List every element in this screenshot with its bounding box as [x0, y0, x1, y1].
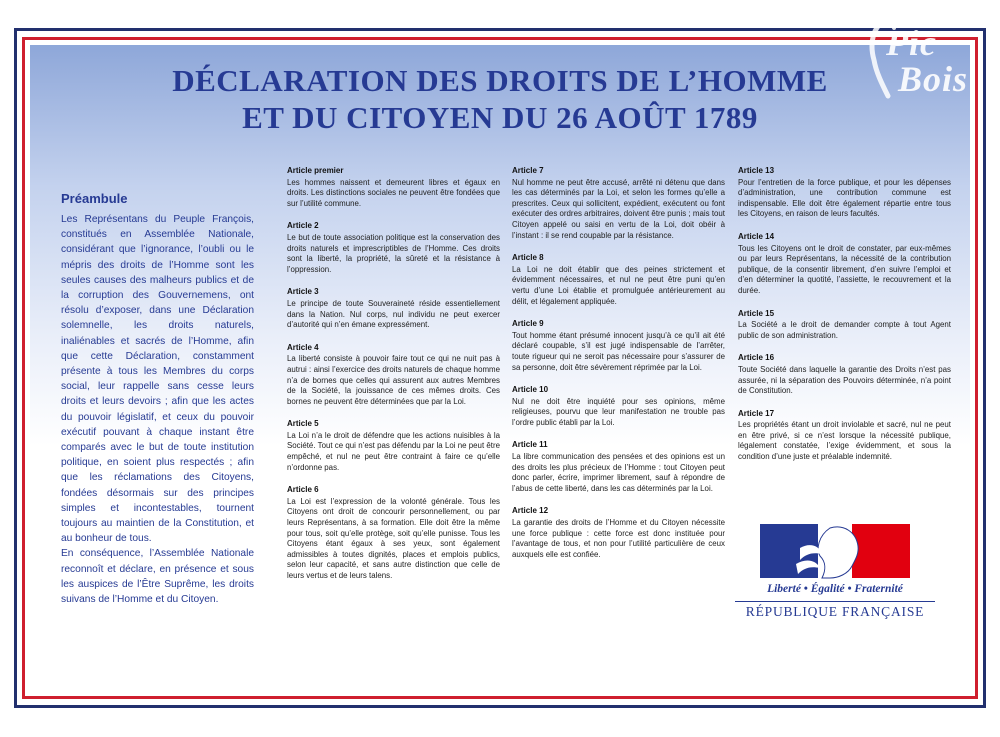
title-line-2: ET DU CITOYEN DU 26 AOÛT 1789 — [242, 100, 758, 135]
article-title: Article 4 — [287, 342, 319, 352]
articles-column-1 — [287, 166, 500, 594]
articles-column-3 — [738, 166, 951, 475]
article-text: La Loi n’a le droit de défendre que les actions nuisibles à la Société. Tout ce qui n’est pas défendu par la Loi ne peut être empêché, et nul ne peut être contraint à faire ce qu’elle n’ordonne pas. — [287, 430, 500, 472]
article-text: Pour l’entretien de la force publique, et pour les dépenses d’administration, une contribution commune est indispensable. Elle doit être également répartie entre tous les Citoyens, en raison de leurs facultés. — [738, 177, 951, 219]
article — [512, 166, 725, 241]
article-text: La liberté consiste à pouvoir faire tout ce qui ne nuit pas à autrui : ainsi l’exercice des droits naturels de chaque homme n’a de bornes que celles qui assurent aux autres Membres de la Société, la jouissance de ces mêmes droits. Ces bornes ne peuvent être déterminées que par la Loi. — [287, 354, 500, 406]
article — [287, 221, 500, 275]
article — [512, 506, 725, 560]
article-text: Toute Société dans laquelle la garantie des Droits n’est pas assurée, ni la séparation des Pouvoirs déterminée, n’a point de Constitution. — [738, 364, 951, 396]
article — [287, 485, 500, 581]
title-line-1: DÉCLARATION DES DROITS DE L’HOMME — [172, 63, 828, 98]
preamble — [61, 191, 254, 607]
article-text: La Loi est l’expression de la volonté générale. Tous les Citoyens ont droit de concourir personnellement, ou par leurs Représentans, à sa formation. Elle doit être la même pour tous, soit qu’elle protège, soit qu’elle punisse. Tous les Citoyens étant égaux à ses yeux, sont également admissibles à toutes dignités, places et emplois publics, selon leur capacité, et sans autre distinction que celle de leurs vertus et de leurs talens. — [287, 496, 500, 580]
article-text: Nul homme ne peut être accusé, arrêté ni détenu que dans les cas déterminés par la Loi, et selon les formes qu’elle a prescrites. Ceux qui sollicitent, expédient, exécutent ou font exécuter des ordres arbitraires, doivent être punis ; mais tout Citoyen appelé ou saisi en vertu de la Loi, doit obéir à l’instant : il se rend coupable par la résistance. — [512, 177, 725, 240]
article-title: Article 9 — [512, 319, 544, 329]
article-title: Article 5 — [287, 419, 319, 429]
article — [738, 232, 951, 297]
preamble-text-2: En conséquence, l’Assemblée Nationale reconnoît et déclare, en présence et sous les auspices de l’Être Suprême, les droits suivans de l’Homme et du Citoyen. — [61, 548, 254, 606]
article — [287, 419, 500, 473]
article-text: Les hommes naissent et demeurent libres et égaux en droits. Les distinctions sociales ne peuvent être fondées que sur l’utilité commune. — [287, 177, 500, 208]
article-title: Article 15 — [738, 308, 775, 318]
article-text: La libre communication des pensées et des opinions est un des droits les plus précieux de l’Homme : tout Citoyen peut donc parler, écrire, imprimer librement, sauf à répondre de l’abus de cette liberté, dans les cas déterminés par la Loi. — [512, 452, 725, 493]
article-text: Tout homme étant présumé innocent jusqu’à ce qu’il ait été déclaré coupable, s’il est jugé indispensable de l’arrêter, toute rigueur qui ne seroit pas nécessaire pour s’assurer de sa personne, doit être sévèrement réprimée par la Loi. — [512, 330, 725, 372]
watermark-word-pic: Pic — [886, 23, 937, 63]
article — [738, 309, 951, 342]
article-text: La Loi ne doit établir que des peines strictement et évidemment nécessaires, et nul ne peut être puni qu’en vertu d’une Loi établie et promulguée antérieurement au délit, et légalement appliquée. — [512, 264, 725, 306]
article-title: Article 8 — [512, 253, 544, 263]
article-title: Article 11 — [512, 440, 548, 450]
article-text: Le principe de toute Souveraineté réside essentiellement dans la Nation. Nul corps, nul individu ne peut exercer d’autorité qui n’en émane expressément. — [287, 298, 500, 330]
article — [287, 166, 500, 209]
articles-column-2 — [512, 166, 725, 572]
article-title: Article 3 — [287, 287, 319, 297]
article — [738, 166, 951, 220]
motto: Liberté • Égalité • Fraternité — [767, 583, 903, 595]
article-text: La Société a le droit de demander compte à tout Agent public de son administration. — [738, 320, 951, 340]
article-text: La garantie des droits de l’Homme et du Citoyen nécessite une force publique : cette force est donc instituée pour l’avantage de tous, et non pour l’utilité particulière de ceux auxquels elle est confiée. — [512, 518, 725, 559]
article-title: Article 14 — [738, 231, 775, 241]
article-title: Article 17 — [738, 408, 775, 418]
republic-name: RÉPUBLIQUE FRANÇAISE — [735, 601, 935, 620]
article — [738, 353, 951, 396]
article — [512, 253, 725, 307]
marianne-red-band — [852, 524, 910, 578]
watermark-word-bois: Bois — [898, 59, 969, 99]
article-title: Article 13 — [738, 166, 775, 175]
article-title: Article 10 — [512, 385, 549, 395]
page-title — [0, 62, 1000, 136]
preamble-text: Les Représentans du Peuple François, constitués en Assemblée Nationale, considérant que l’ignorance, l’oubli ou le mépris des droits de l’Homme sont les seules causes des malheurs publics et de la corruption des Gouvernemens, ont résolu d’exposer, dans une Déclaration solemnelle, les droits naturels, inaliénables et sacrés de l’Homme, afin que cette Déclaration, constamment présente à tous les Membres du corps social, leur rappelle sans cesse leurs droits et leurs devoirs ; afin que les actes du pouvoir législatif, et ceux du pouvoir exécutif pouvant à chaque instant être comparés avec le but de toute institution politique, en soient plus respectés ; afin que les réclamations des Citoyens, fondées désormais sur des principes simples et incontestables, tournent toujours au maintien de la Constitution, et au bonheur de tous. — [61, 214, 254, 545]
article — [287, 343, 500, 408]
preamble-heading: Préambule — [61, 191, 128, 206]
article-title: Article 12 — [512, 506, 549, 516]
article — [738, 409, 951, 463]
article-title: Article 16 — [738, 353, 775, 363]
article-title: Article 7 — [512, 166, 544, 175]
article — [512, 440, 725, 494]
article-title: Article premier — [287, 166, 344, 175]
article — [287, 287, 500, 330]
article-title: Article 2 — [287, 221, 319, 231]
article-title: Article 6 — [287, 485, 319, 495]
article-text: Tous les Citoyens ont le droit de constater, par eux-mêmes ou par leurs Représentans, la nécessité de la contribution publique, de la consentir librement, d’en suivre l’emploi et d’en déterminer la quotité, l’assiette, le recouvrement et la durée. — [738, 243, 951, 295]
article — [512, 385, 725, 428]
article-text: Les propriétés étant un droit inviolable et sacré, nul ne peut en être privé, si ce n’est lorsque la nécessité publique, légalement constatée, l’exige évidemment, et sous la condition d’une juste et préalable indemnité. — [738, 420, 951, 462]
article-text: Nul ne doit être inquiété pour ses opinions, même religieuses, pourvu que leur manifestation ne trouble pas l’ordre public établi par la Loi. — [512, 396, 725, 427]
article — [512, 319, 725, 373]
article-text: Le but de toute association politique est la conservation des droits naturels et imprescriptibles de l’Homme. Ces droits sont la liberté, la propriété, la sûreté et la résistance à l’oppression. — [287, 232, 500, 274]
